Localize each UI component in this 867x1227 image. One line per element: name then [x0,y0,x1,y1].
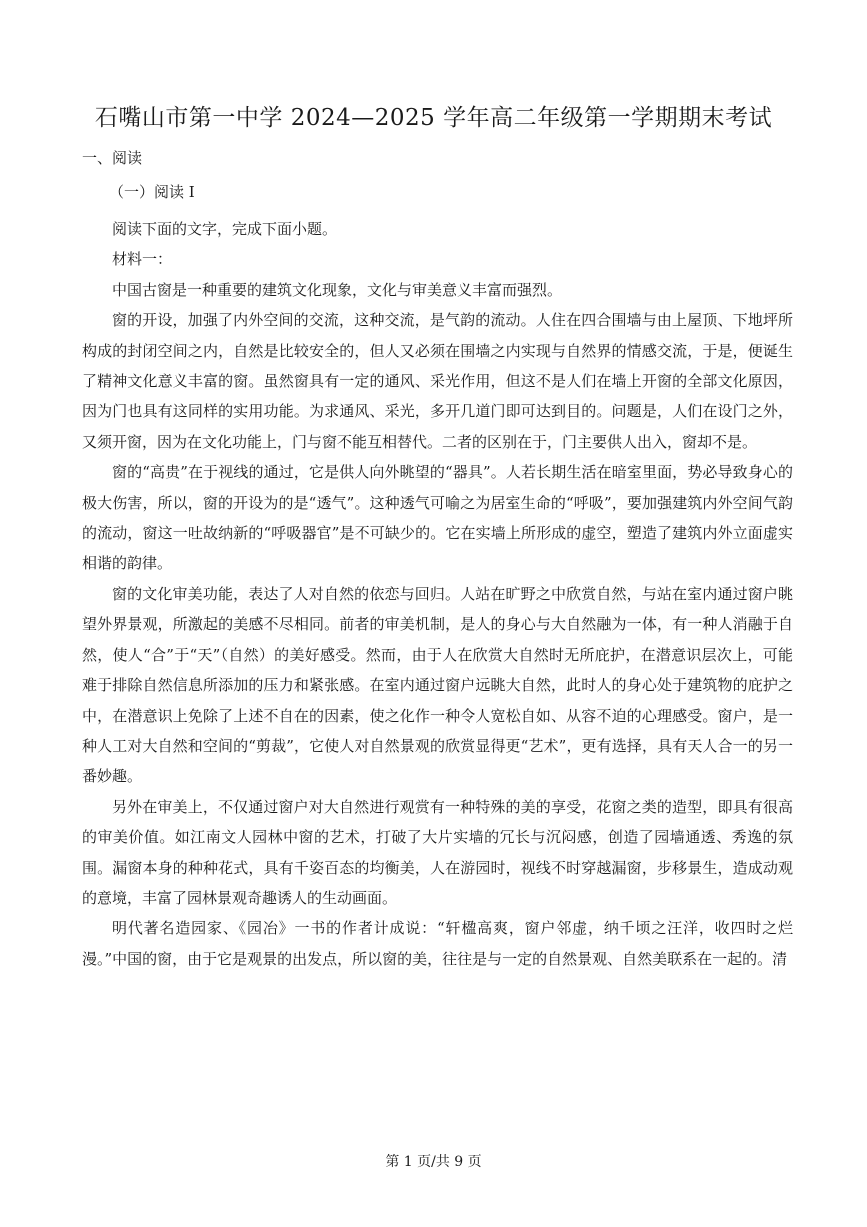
document-body [82,214,793,974]
page-footer: 第 1 页/共 9 页 [385,1154,482,1170]
material-label: 材料一： [112,250,173,269]
section-heading: 一、阅读 [82,149,143,167]
body-paragraph: 另外在审美上，不仅通过窗户对大自然进行观赏有一种特殊的美的享受，花窗之类的造型，即具有很高的审美价值。如江南文人园林中窗的艺术，打破了大片实墙的冗长与沉闷感，创造了园墙通透、秀逸的氛围。漏窗本身的种种花式，具有千姿百态的均衡美，人在游园时，视线不时穿越漏窗，步移景生，造成动观的意境，丰富了园林景观奇趣诱人的生动画面。 [82,797,793,907]
instruction-paragraph: 阅读下面的文字，完成下面小题。 [112,220,338,238]
subsection-heading: （一）阅读 I [109,183,195,201]
body-paragraph: 窗的文化审美功能，表达了人对自然的依恋与回归。人站在旷野之中欣赏自然，与站在室内通过窗户眺望外界景观，所激起的美感不尽相同。前者的审美机制，是人的身心与大自然融为一体，有一种人消融于自然，使人“合”于“天”（自然）的美好感受。然而，由于人在欣赏大自然时无所庇护，在潜意识层次上，可能难于排除自然信息所添加的压力和紧张感。在室内通过窗户远眺大自然，此时人的身心处于建筑物的庇护之中，在潜意识上免除了上述不自在的因素，使之化作一种令人宽松自如、从容不迫的心理感受。窗户，是一种人工对大自然和空间的“剪裁”，它使人对自然景观的欣赏显得更“艺术”，更有选择，具有天人合一的另一番妙趣。 [82,584,793,786]
body-paragraph: 窗的“高贵”在于视线的通过，它是供人向外眺望的“器具”。人若长期生活在暗室里面，势必导致身心的极大伤害，所以，窗的开设为的是“透气”。这种透气可喻之为居室生命的“呼吸”，要加强建筑内外空间气韵的流动，窗这一吐故纳新的“呼吸器官”是不可缺少的。它在实墙上所形成的虚空，塑造了建筑内外立面虚实相谐的韵律。 [82,463,793,573]
body-paragraph: 中国古窗是一种重要的建筑文化现象，文化与审美意义丰富而强烈。 [112,280,563,299]
body-paragraph: 明代著名造园家、《园冶》一书的作者计成说：“轩楹高爽，窗户邻虚，纳千顷之汪洋，收四时之烂漫。”中国的窗，由于它是观景的出发点，所以窗的美，往往是与一定的自然景观、自然美联系在一起的。清 [82,919,793,968]
document-title: 石嘴山市第一中学 2024—2025 学年高二年级第一学期期末考试 [94,105,773,131]
body-paragraph: 窗的开设，加强了内外空间的交流，这种交流，是气韵的流动。人住在四合围墙与由上屋顶、下地坪所构成的封闭空间之内，自然是比较安全的，但人又必须在围墙之内实现与自然界的情感交流，于是，便诞生了精神文化意义丰富的窗。虽然窗具有一定的通风、采光作用，但这不是人们在墙上开窗的全部文化原因，因为门也具有这同样的实用功能。为求通风、采光，多开几道门即可达到目的。问题是，人们在设门之外，又须开窗，因为在文化功能上，门与窗不能互相替代。二者的区别在于，门主要供人出入，窗却不是。 [82,311,793,451]
